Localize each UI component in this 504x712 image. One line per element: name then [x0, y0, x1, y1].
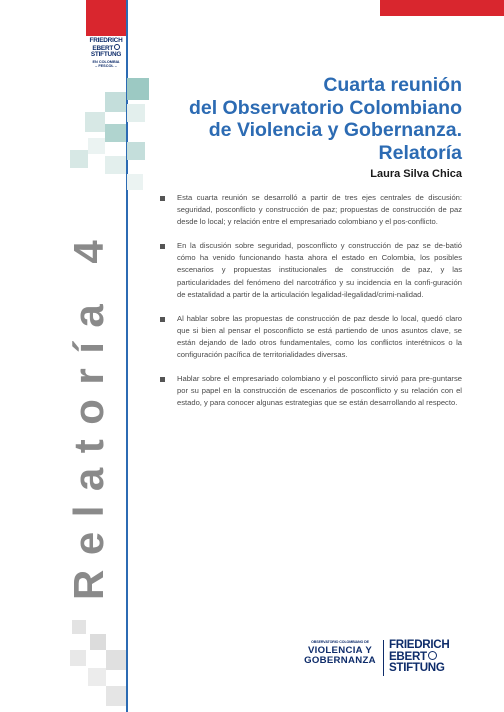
fes-logo-top — [86, 0, 126, 78]
deco-square — [106, 650, 126, 670]
deco-square — [105, 124, 126, 142]
ovg-logo-small: OBSERVATORIO COLOMBIANO DE — [311, 640, 369, 644]
paragraph-text: Esta cuarta reunión se desarrolló a partir de tres ejes centrales de discusión: seguridad, posconflicto y construcción de paz; propuestas de construcción de paz desde lo local; y relación entre el empresariado colombiano y el pos-conflicto. — [177, 193, 462, 227]
fes-circle-mark — [114, 44, 120, 50]
ovg-logo-line1: VIOLENCIA Y — [307, 645, 373, 656]
deco-square — [70, 650, 86, 666]
fes-logo-line2: EBERT — [92, 45, 114, 53]
page-title — [142, 74, 462, 164]
deco-square — [90, 634, 106, 650]
fes-logo-bottom — [389, 639, 449, 674]
fes-bottom-line2: EBERT — [389, 649, 427, 663]
deco-square — [72, 620, 86, 634]
paragraph-text: Hablar sobre el empresariado colombiano y el posconflicto sirvió para pre-guntarse por su papel en la construcción de escenarios de posconflicto y su relación con el estado, y para conocer algunas estrategias que se están desarrollando al respecto. — [177, 374, 462, 408]
deco-square — [105, 156, 126, 174]
square-bullet-icon — [160, 317, 165, 322]
side-heading: Relatoría 4 — [65, 225, 112, 600]
title-line3: de Violencia y Gobernanza. — [208, 119, 462, 141]
paragraph-text: En la discusión sobre seguridad, posconflicto y construcción de paz se de-batió cómo ha venido funcionando hasta ahora el estado en Colombia, los posibles escenarios y propuestas institucionales de construcción de paz, y las particularidades del fenómeno del narcotráfico y su incidencia en la confi-guración de estatalidad a partir de la articulación legalidad-ilegalidad/crimi-nalidad. — [177, 241, 462, 299]
deco-square — [85, 112, 105, 132]
fes-logo-sub — [86, 60, 126, 68]
body-text — [160, 192, 462, 421]
title-line1: Cuarta reunión — [323, 74, 462, 96]
ovg-logo — [300, 640, 380, 676]
deco-square — [88, 668, 106, 686]
top-red-tab — [380, 0, 504, 16]
deco-square — [70, 150, 88, 168]
title-line2: del Observatorio Colombiano — [188, 96, 462, 119]
title-line4: Relatoría — [378, 141, 462, 164]
fes-logo-text — [86, 38, 126, 59]
ovg-logo-line2: GOBERNANZA — [304, 655, 376, 667]
square-bullet-icon — [160, 377, 165, 382]
fes-logo-line3: STIFTUNG — [90, 51, 122, 59]
author-name: Laura Silva Chica — [370, 168, 462, 180]
fes-bottom-line3: STIFTUNG — [389, 661, 445, 675]
deco-square — [127, 174, 143, 190]
fes-logo-red-block — [86, 0, 126, 36]
bullet-paragraph — [160, 313, 462, 361]
deco-square — [88, 138, 105, 154]
fes-logo-sub1: EN COLOMBIA — [92, 59, 120, 64]
deco-square — [106, 686, 126, 706]
square-bullet-icon — [160, 244, 165, 249]
fes-bottom-line1: FRIEDRICH — [389, 638, 450, 651]
bullet-paragraph — [160, 192, 462, 228]
square-bullet-icon — [160, 196, 165, 201]
bullet-paragraph — [160, 373, 462, 409]
fes-logo-line1: FRIEDRICH — [89, 37, 123, 44]
fes-circle-mark — [428, 651, 437, 660]
paragraph-text: Al hablar sobre las propuestas de construcción de paz desde lo local, quedó claro que si bien al pensar el posconflicto se está partiendo de unos asuntos clave, se están dejando de lado otros fundamentales, como los conflictos interétnicos o la configuración pacífica de territorialidades diversas. — [177, 313, 462, 360]
deco-square — [105, 92, 126, 112]
bullet-paragraph — [160, 240, 462, 300]
logo-separator — [383, 640, 384, 676]
fes-logo-sub2: – FESCOL – — [95, 63, 117, 68]
